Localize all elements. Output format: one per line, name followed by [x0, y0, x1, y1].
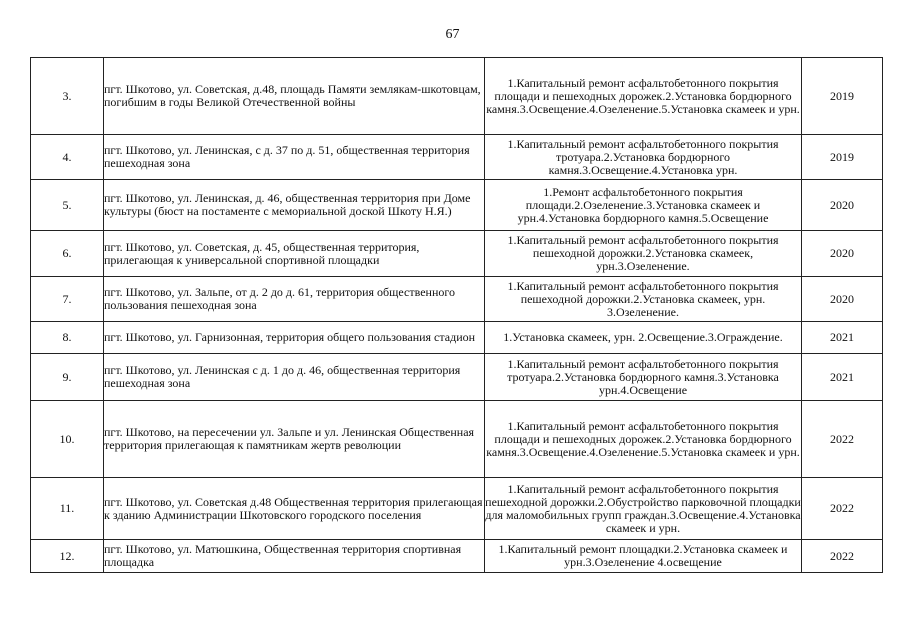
planned-works: 1.Капитальный ремонт асфальтобетонного покрытия тротуара.2.Установка бордюрного камня.3.Освещение.4.Установка урн. — [485, 135, 802, 180]
row-number: 5. — [31, 180, 104, 231]
planned-works: 1.Капитальный ремонт асфальтобетонного покрытия площади и пешеходных дорожек.2.Установка бордюрного камня.3.Освещение.4.Озеленение.5.Установка скамеек и урн. — [485, 58, 802, 135]
territory-address: пгт. Шкотово, ул. Гарнизонная, территория общего пользования стадион — [104, 322, 485, 354]
table-row — [31, 135, 883, 180]
implementation-year: 2022 — [802, 540, 883, 573]
territory-address: пгт. Шкотово, на пересечении ул. Зальпе и ул. Ленинская Общественная территория прилегающая к памятникам жертв революции — [104, 401, 485, 478]
table-row — [31, 277, 883, 322]
territory-address: пгт. Шкотово, ул. Зальпе, от д. 2 до д. 61, территория общественного пользования пешеходная зона — [104, 277, 485, 322]
table-row — [31, 180, 883, 231]
planned-works: 1.Капитальный ремонт асфальтобетонного покрытия тротуара.2.Установка бордюрного камня.3.Установка урн.4.Освещение — [485, 354, 802, 401]
planned-works: 1.Установка скамеек, урн. 2.Освещение.3.Ограждение. — [485, 322, 802, 354]
table-row — [31, 478, 883, 540]
planned-works: 1.Капитальный ремонт асфальтобетонного покрытия площади и пешеходных дорожек.2.Установка бордюрного камня.3.Освещение.4.Озеленение.5.Установка скамеек и урн. — [485, 401, 802, 478]
table-row — [31, 322, 883, 354]
territory-address: пгт. Шкотово, ул. Ленинская с д. 1 до д. 46, общественная территория пешеходная зона — [104, 354, 485, 401]
row-number: 7. — [31, 277, 104, 322]
table-row — [31, 231, 883, 277]
implementation-year: 2022 — [802, 478, 883, 540]
improvement-plan-table — [30, 57, 883, 573]
row-number: 4. — [31, 135, 104, 180]
table-row — [31, 58, 883, 135]
row-number: 3. — [31, 58, 104, 135]
planned-works: 1.Капитальный ремонт асфальтобетонного покрытия пешеходной дорожки.2.Установка скамеек, урн. 3.Озеленение. — [485, 277, 802, 322]
page-number: 67 — [445, 27, 460, 42]
implementation-year: 2021 — [802, 354, 883, 401]
table-row — [31, 540, 883, 573]
territory-address: пгт. Шкотово, ул. Советская, д. 45, общественная территория, прилегающая к универсальной спортивной площадки — [104, 231, 485, 277]
planned-works: 1.Капитальный ремонт площадки.2.Установка скамеек и урн.3.Озеленение 4.освещение — [485, 540, 802, 573]
row-number: 10. — [31, 401, 104, 478]
row-number: 6. — [31, 231, 104, 277]
implementation-year: 2019 — [802, 135, 883, 180]
planned-works: 1.Ремонт асфальтобетонного покрытия площади.2.Озеленение.3.Установка скамеек и урн.4.Установка бордюрного камня.5.Освещение — [485, 180, 802, 231]
implementation-year: 2021 — [802, 322, 883, 354]
implementation-year: 2020 — [802, 231, 883, 277]
implementation-year: 2019 — [802, 58, 883, 135]
planned-works: 1.Капитальный ремонт асфальтобетонного покрытия пешеходной дорожки.2.Установка скамеек, урн.3.Озеленение. — [485, 231, 802, 277]
planned-works: 1.Капитальный ремонт асфальтобетонного покрытия пешеходной дорожки.2.Обустройство парковочной площадки для маломобильных групп граждан.3.Освещение.4.Установка скамеек и урн. — [485, 478, 802, 540]
territory-address: пгт. Шкотово, ул. Матюшкина, Общественная территория спортивная площадка — [104, 540, 485, 573]
implementation-year: 2022 — [802, 401, 883, 478]
territory-address: пгт. Шкотово, ул. Ленинская, д. 46, общественная территория при Доме культуры (бюст на постаменте с мемориальной доской Шкоту Н.Я.) — [104, 180, 485, 231]
row-number: 11. — [31, 478, 104, 540]
row-number: 12. — [31, 540, 104, 573]
table-row — [31, 354, 883, 401]
row-number: 8. — [31, 322, 104, 354]
territory-address: пгт. Шкотово, ул. Ленинская, с д. 37 по д. 51, общественная территория пешеходная зона — [104, 135, 485, 180]
implementation-year: 2020 — [802, 180, 883, 231]
territory-address: пгт. Шкотово, ул. Советская, д.48, площадь Памяти землякам-шкотовцам, погибшим в годы Великой Отечественной войны — [104, 58, 485, 135]
table-row — [31, 401, 883, 478]
implementation-year: 2020 — [802, 277, 883, 322]
territory-address: пгт. Шкотово, ул. Советская д.48 Общественная территория прилегающая к зданию Администрации Шкотовского городского поселения — [104, 478, 485, 540]
row-number: 9. — [31, 354, 104, 401]
